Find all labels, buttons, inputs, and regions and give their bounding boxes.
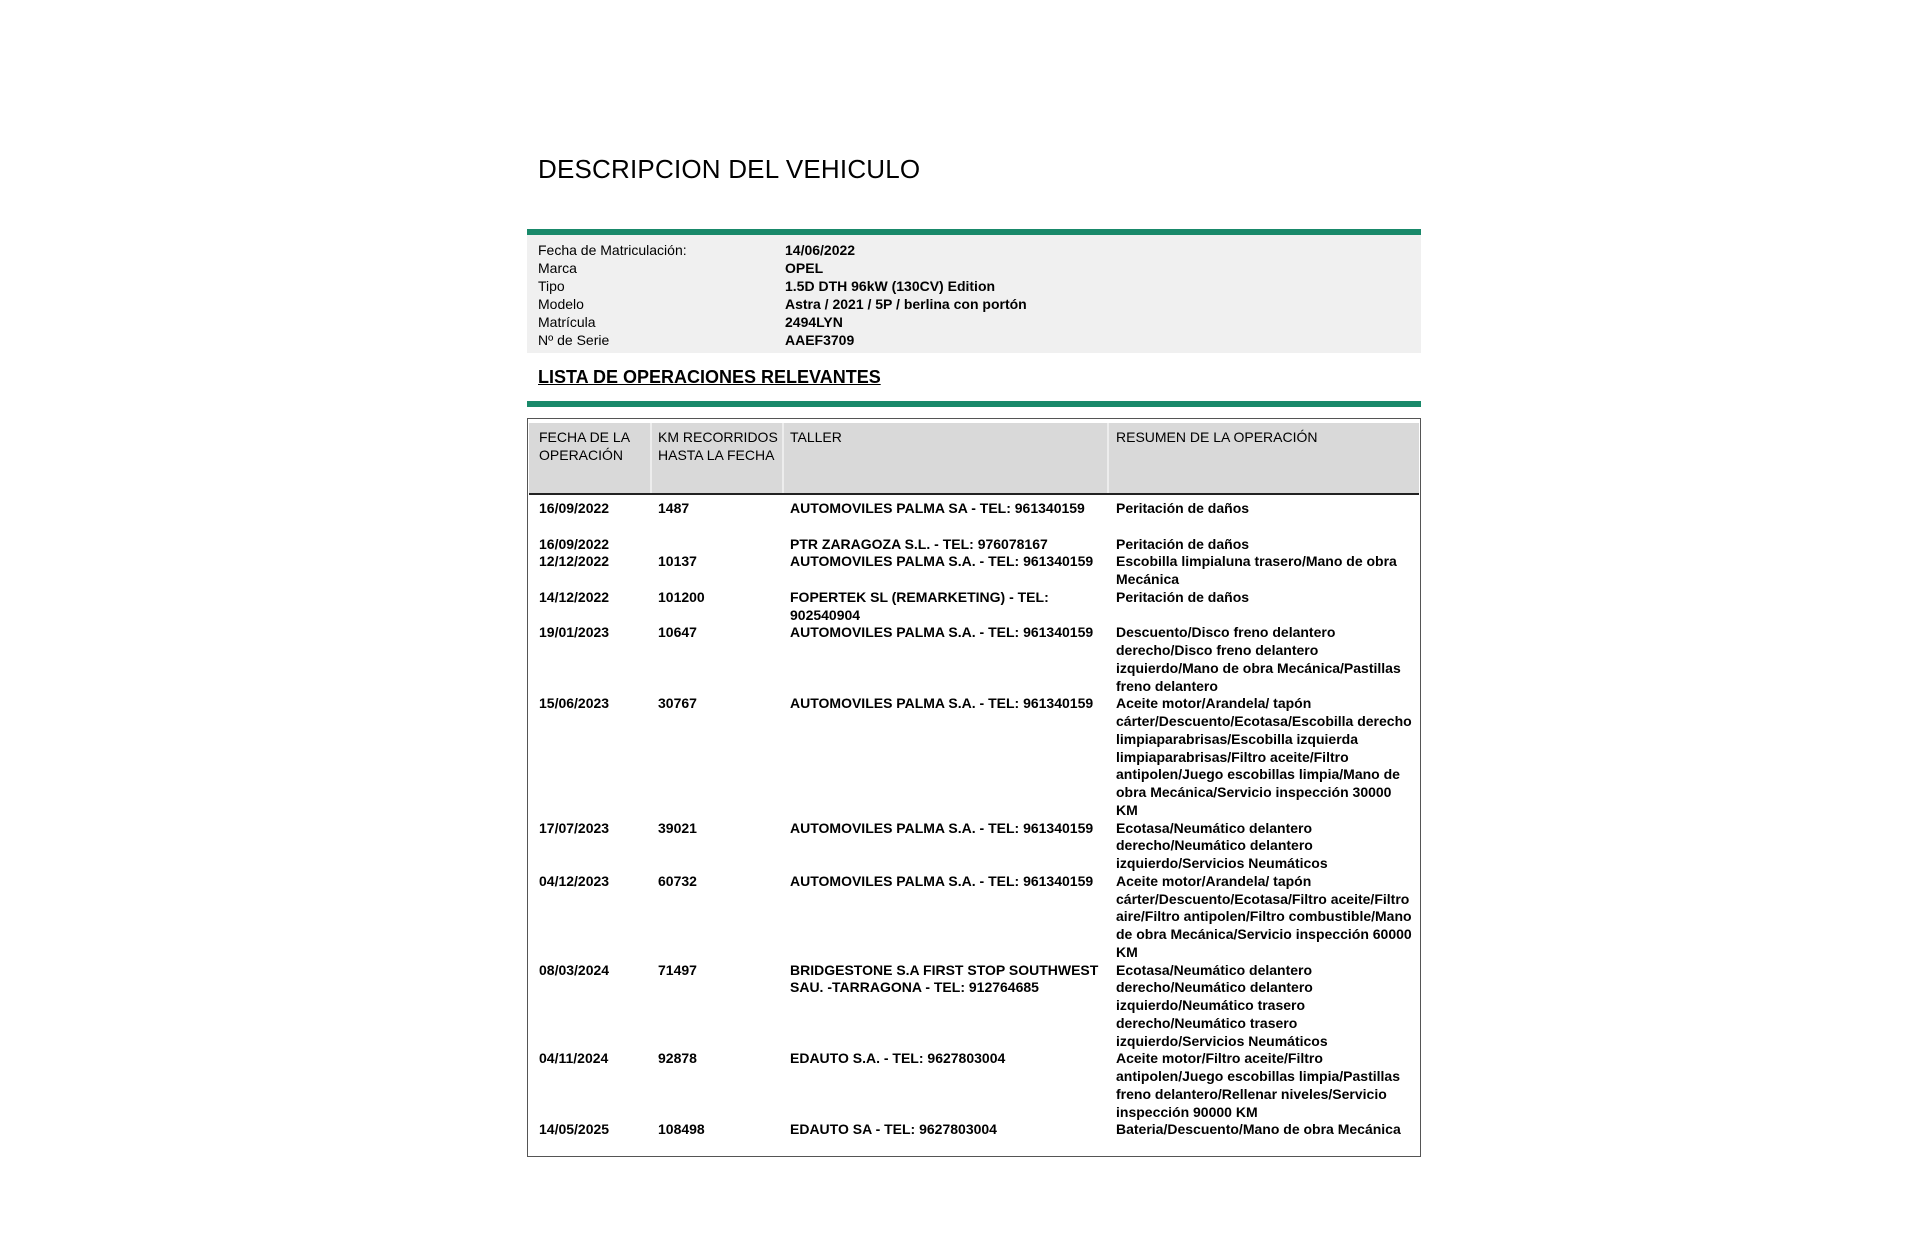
page-title: DESCRIPCION DEL VEHICULO: [538, 154, 921, 184]
cell-resumen: Aceite motor/Filtro aceite/Filtro antipolen/Juego escobillas limpia/Pastillas freno delantero/Rellenar niveles/Servicio inspección 90000 KM: [1116, 1050, 1400, 1120]
operations-table: [527, 418, 1421, 1157]
cell-fecha: 17/07/2023: [539, 819, 610, 836]
cell-taller: AUTOMOVILES PALMA S.A. - TEL: 961340159: [790, 819, 1094, 836]
cell-fecha: 04/11/2024: [539, 1050, 609, 1067]
cell-fecha: 14/05/2025: [539, 1121, 610, 1138]
vehicle-value: AAEF3709: [785, 332, 855, 348]
cell-resumen: Escobilla limpialuna trasero/Mano de obra Mecánica: [1116, 553, 1397, 587]
section-divider: [527, 401, 1421, 407]
cell-taller: AUTOMOVILES PALMA S.A. - TEL: 961340159: [790, 553, 1094, 570]
cell-taller: AUTOMOVILES PALMA S.A. - TEL: 961340159: [790, 695, 1094, 712]
vehicle-label: Marca: [538, 260, 577, 276]
header-resumen: RESUMEN DE LA OPERACIÓN: [1116, 429, 1318, 445]
cell-resumen: Peritación de daños: [1116, 500, 1250, 516]
cell-km: 71497: [658, 961, 697, 978]
cell-km: 39021: [658, 819, 697, 836]
header-km: KM RECORRIDOS HASTA LA FECHA: [658, 429, 778, 463]
cell-fecha: 14/12/2022: [539, 588, 610, 605]
cell-km: 10647: [658, 624, 697, 641]
cell-fecha: 12/12/2022: [539, 553, 610, 570]
vehicle-label: Tipo: [538, 278, 565, 294]
header-separator: [782, 423, 784, 493]
cell-taller: AUTOMOVILES PALMA S.A. - TEL: 961340159: [790, 872, 1094, 889]
cell-taller: FOPERTEK SL (REMARKETING) - TEL: 902540904: [790, 588, 1049, 623]
cell-km: 60732: [658, 872, 697, 889]
cell-resumen: Aceite motor/Arandela/ tapón cárter/Descuento/Ecotasa/Filtro aceite/Filtro aire/Filtro antipolen/Filtro combustible/Mano de obra Mecánica/Servicio inspección 60000 KM: [1116, 872, 1412, 960]
header-fecha: FECHA DE LA OPERACIÓN: [539, 429, 630, 463]
cell-fecha: 15/06/2023: [539, 695, 610, 712]
header-separator: [650, 423, 652, 493]
vehicle-label: Nº de Serie: [538, 332, 610, 348]
vehicle-value: Astra / 2021 / 5P / berlina con portón: [785, 296, 1027, 312]
cell-resumen: Descuento/Disco freno delantero derecho/Disco freno delantero izquierdo/Mano de obra Mecánica/Pastillas freno delantero: [1116, 624, 1401, 694]
cell-resumen: Ecotasa/Neumático delantero derecho/Neumático delantero izquierdo/Servicios Neumáticos: [1116, 819, 1328, 871]
cell-km: 1487: [658, 500, 690, 516]
vehicle-value: 14/06/2022: [785, 242, 856, 258]
table-header: [529, 423, 1419, 495]
cell-km: 101200: [658, 588, 705, 605]
cell-resumen: Ecotasa/Neumático delantero derecho/Neumático delantero izquierdo/Neumático trasero derecho/Neumático trasero izquierdo/Servicios Neumáticos: [1116, 961, 1328, 1049]
vehicle-label: Modelo: [538, 296, 584, 312]
cell-taller: PTR ZARAGOZA S.L. - TEL: 976078167: [790, 535, 1048, 552]
cell-resumen: Bateria/Descuento/Mano de obra Mecánica: [1116, 1121, 1401, 1138]
cell-km: 30767: [658, 695, 697, 712]
cell-taller: BRIDGESTONE S.A FIRST STOP SOUTHWEST SAU. -TARRAGONA - TEL: 912764685: [790, 961, 1099, 996]
cell-resumen: Aceite motor/Arandela/ tapón cárter/Descuento/Ecotasa/Escobilla derecho limpiaparabrisas/Escobilla izquierda limpiaparabrisas/Filtro aceite/Filtro antipolen/Juego escobillas limpia/Mano de obra Mecánica/Servicio inspección 30000 KM: [1116, 695, 1412, 818]
cell-km: 108498: [658, 1121, 705, 1138]
cell-taller: EDAUTO SA - TEL: 9627803004: [790, 1121, 997, 1138]
vehicle-label: Matrícula: [538, 314, 596, 330]
section-title: LISTA DE OPERACIONES RELEVANTES: [538, 367, 881, 387]
cell-resumen: Peritación de daños: [1116, 535, 1250, 552]
cell-fecha: 04/12/2023: [539, 872, 610, 889]
cell-taller: EDAUTO S.A. - TEL: 9627803004: [790, 1050, 1006, 1067]
cell-fecha: 19/01/2023: [539, 624, 610, 641]
cell-fecha: 16/09/2022: [539, 535, 610, 552]
cell-km: 10137: [658, 553, 697, 570]
cell-fecha: 08/03/2024: [539, 961, 610, 978]
cell-taller: AUTOMOVILES PALMA S.A. - TEL: 961340159: [790, 624, 1094, 641]
vehicle-value: 1.5D DTH 96kW (130CV) Edition: [785, 278, 996, 294]
vehicle-details: [527, 235, 1421, 353]
cell-fecha: 16/09/2022: [539, 500, 610, 516]
vehicle-value: OPEL: [785, 260, 824, 276]
cell-resumen: Peritación de daños: [1116, 588, 1250, 605]
vehicle-label: Fecha de Matriculación:: [538, 242, 687, 258]
vehicle-value: 2494LYN: [785, 314, 843, 330]
header-separator: [1107, 423, 1109, 493]
header-taller: TALLER: [790, 429, 842, 445]
cell-taller: AUTOMOVILES PALMA SA - TEL: 961340159: [790, 500, 1085, 516]
cell-km: 92878: [658, 1050, 697, 1067]
